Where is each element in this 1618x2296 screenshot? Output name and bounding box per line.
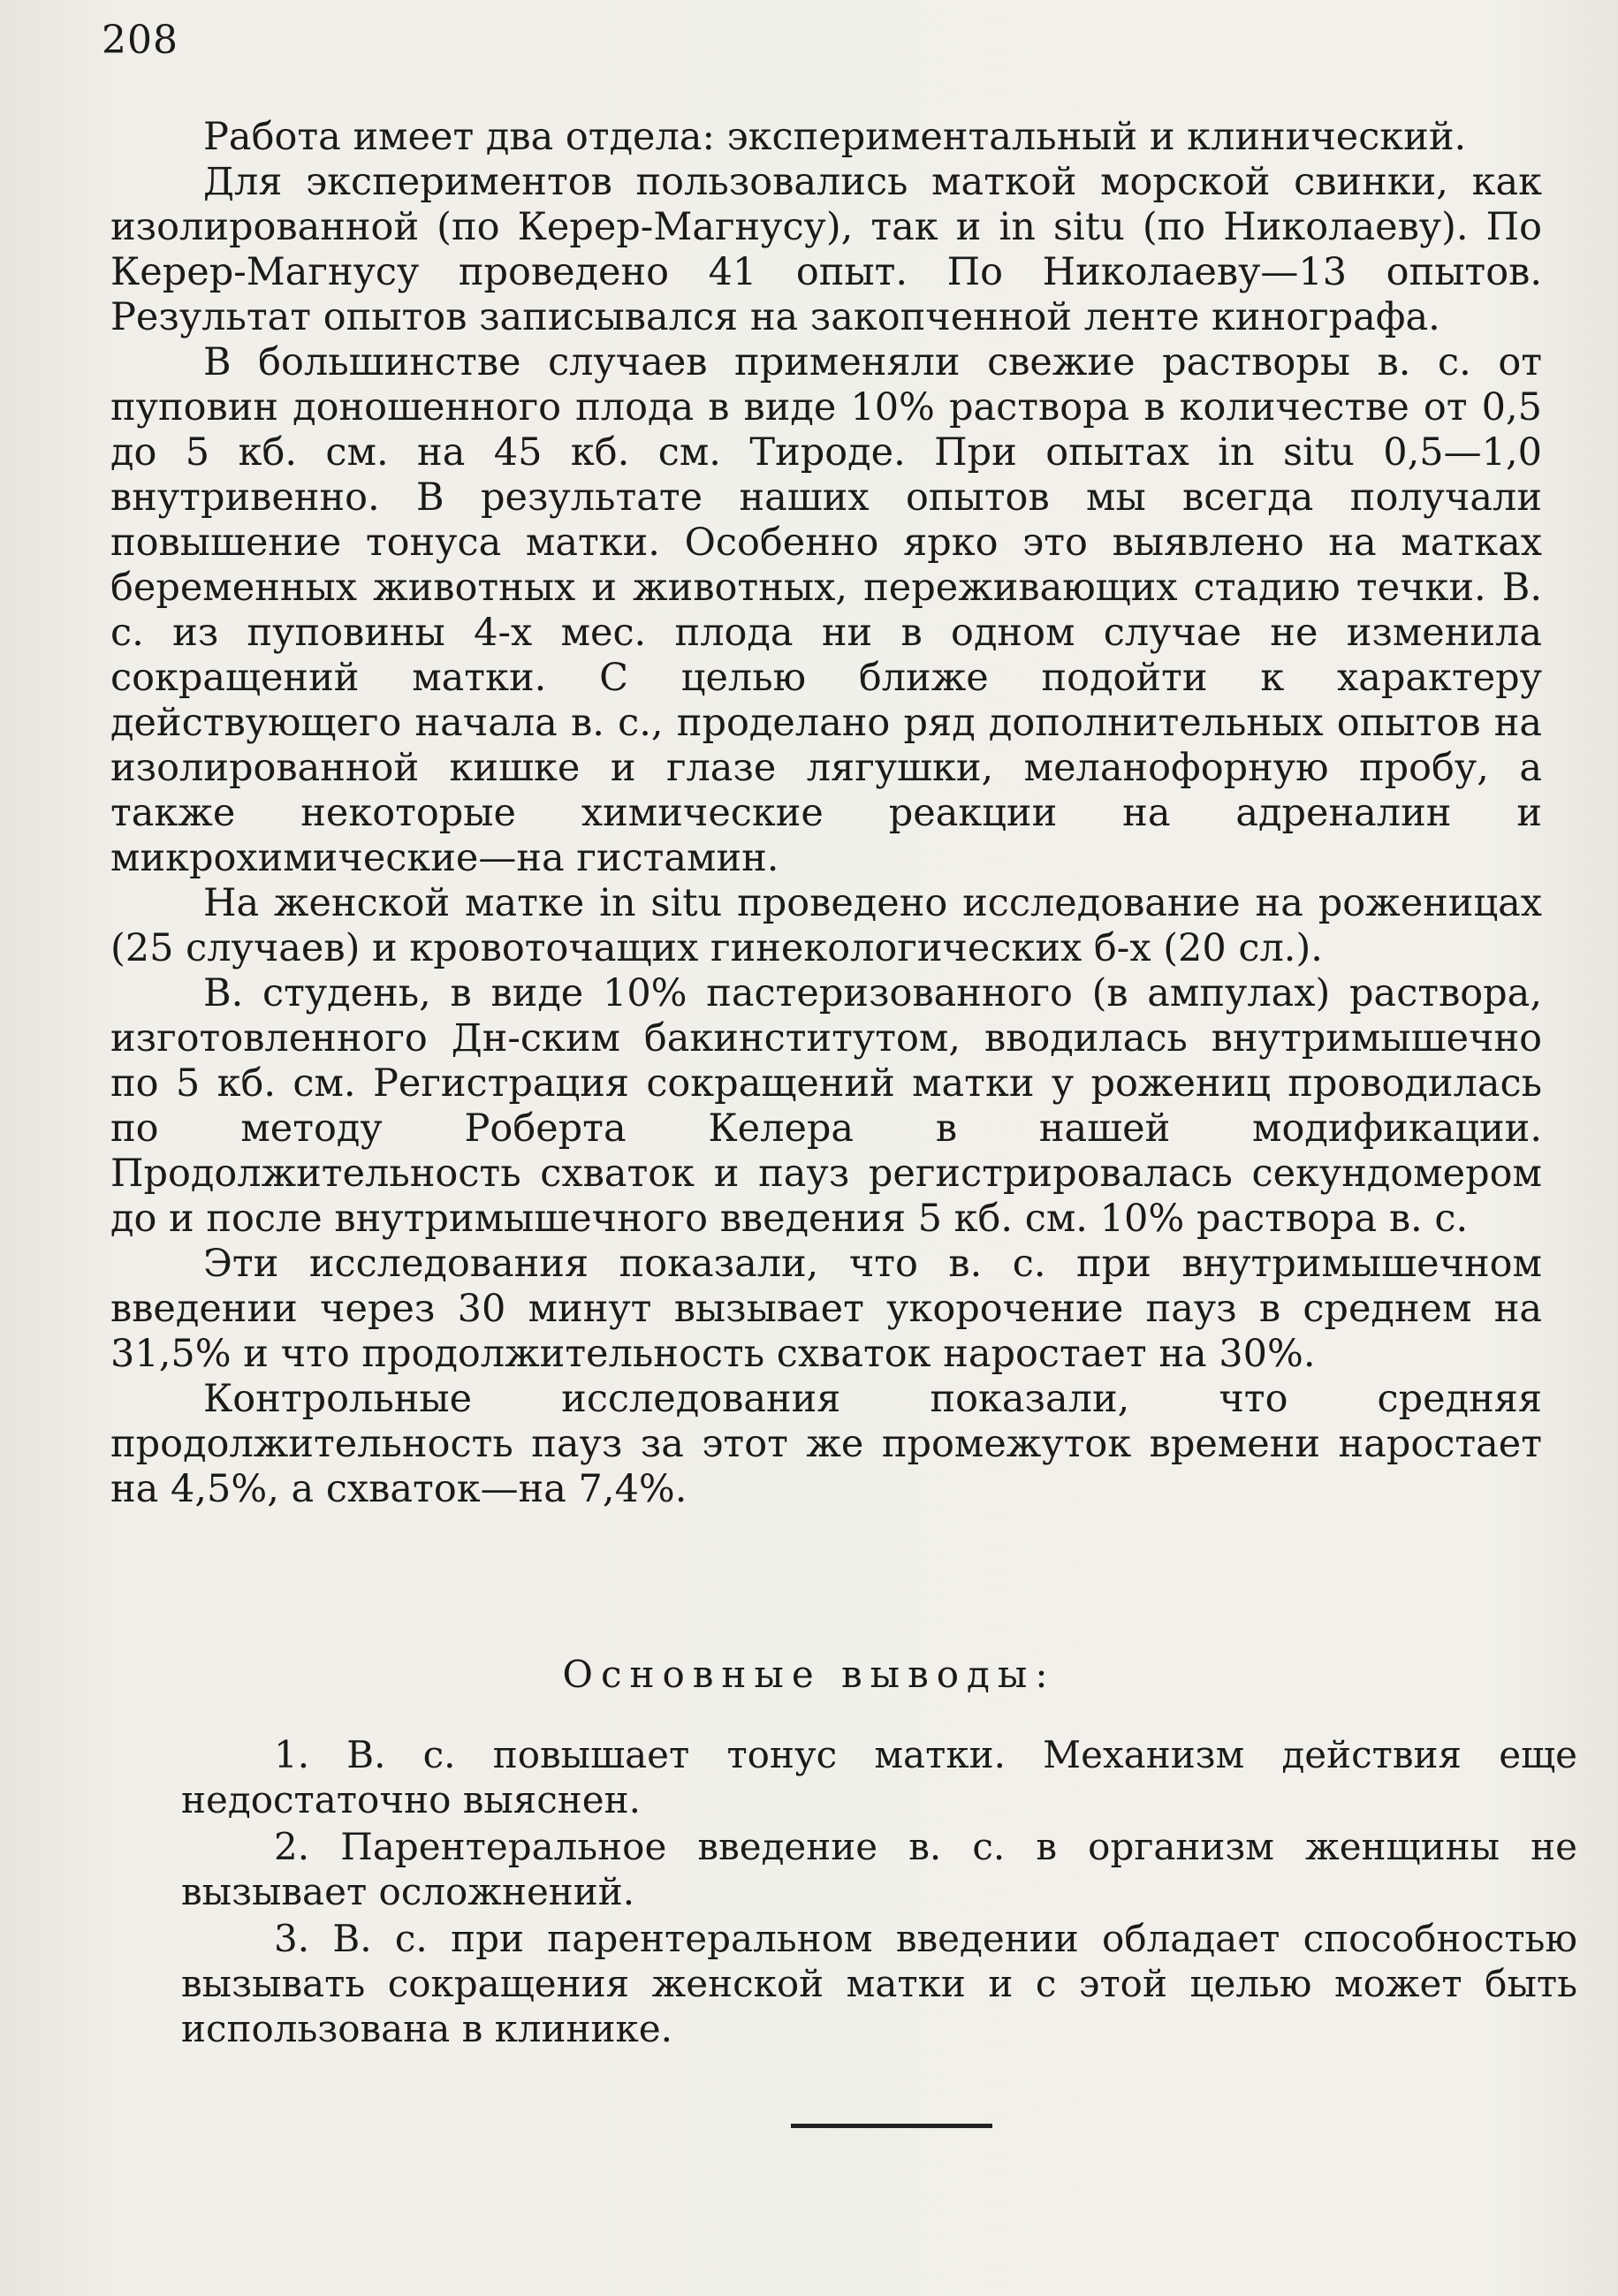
paragraph: На женской матке in situ проведено исследование на роженицах (25 случаев) и кровоточащих гинекологических б-х (20 сл.). — [110, 881, 1542, 970]
body-text — [110, 115, 1542, 1512]
paragraph: Работа имеет два отдела: экспериментальный и клинический. — [203, 115, 1467, 159]
conclusions-heading: Основные выводы: — [562, 1653, 1056, 1696]
paragraph: Эти исследования показали, что в. с. при внутримышечном введении через 30 минут вызывает укорочение пауз в среднем на 31,5% и что продолжительность схваток наростает на 30%. — [110, 1242, 1542, 1376]
conclusions-list — [181, 1732, 1577, 2053]
paragraph: Контрольные исследования показали, что средняя продолжительность пауз за этот же промежуток времени наростает на 4,5%, а схваток—на 7,4%. — [110, 1377, 1542, 1511]
end-rule — [791, 2124, 992, 2128]
conclusion-item: 3. В. с. при парентеральном введении обладает способностью вызывать сокращения женской матки и с этой целью может быть использована в клинике. — [181, 1917, 1577, 2050]
conclusion-item: 2. Парентеральное введение в. с. в организм женщины не вызывает осложнений. — [181, 1825, 1577, 1913]
paragraph: В большинстве случаев применяли свежие растворы в. с. от пуповин доношенного плода в виде 10% раствора в количестве от 0,5 до 5 кб. см. на 45 кб. см. Тироде. При опытах in situ 0,5—1,0 внутривенно. В результате наших опытов мы всегда получали повышение тонуса матки. Особенно ярко это выявлено на матках беременных животных и животных, переживающих стадию течки. В. с. из пуповины 4-х мес. плода ни в одном случае не изменила сокращений матки. С целью ближе подойти к характеру действующего начала в. с., проделано ряд дополнительных опытов на изолированной кишке и глазе лягушки, меланофорную пробу, а также некоторые химические реакции на адреналин и микрохимические—на гистамин. — [110, 340, 1542, 880]
conclusion-item: 1. В. с. повышает тонус матки. Механизм действия еще недостаточно выяснен. — [181, 1733, 1577, 1821]
paragraph: Для экспериментов пользовались маткой морской свинки, как изолированной (по Керер-Магнусу), так и in situ (по Николаеву). По Керер-Магнусу проведено 41 опыт. По Николаеву—13 опытов. Результат опытов записывался на закопченной ленте кинографа. — [110, 160, 1542, 339]
page-number: 208 — [102, 18, 179, 63]
paragraph: В. студень, в виде 10% пастеризованного (в ампулах) раствора, изготовленного Дн-ским бакинститутом, вводилась внутримышечно по 5 кб. см. Регистрация сокращений матки у рожениц проводилась по методу Роберта Келера в нашей модификации. Продолжительность схваток и пауз регистрировалась секундомером до и после внутримышечного введения 5 кб. см. 10% раствора в. с. — [110, 971, 1542, 1241]
